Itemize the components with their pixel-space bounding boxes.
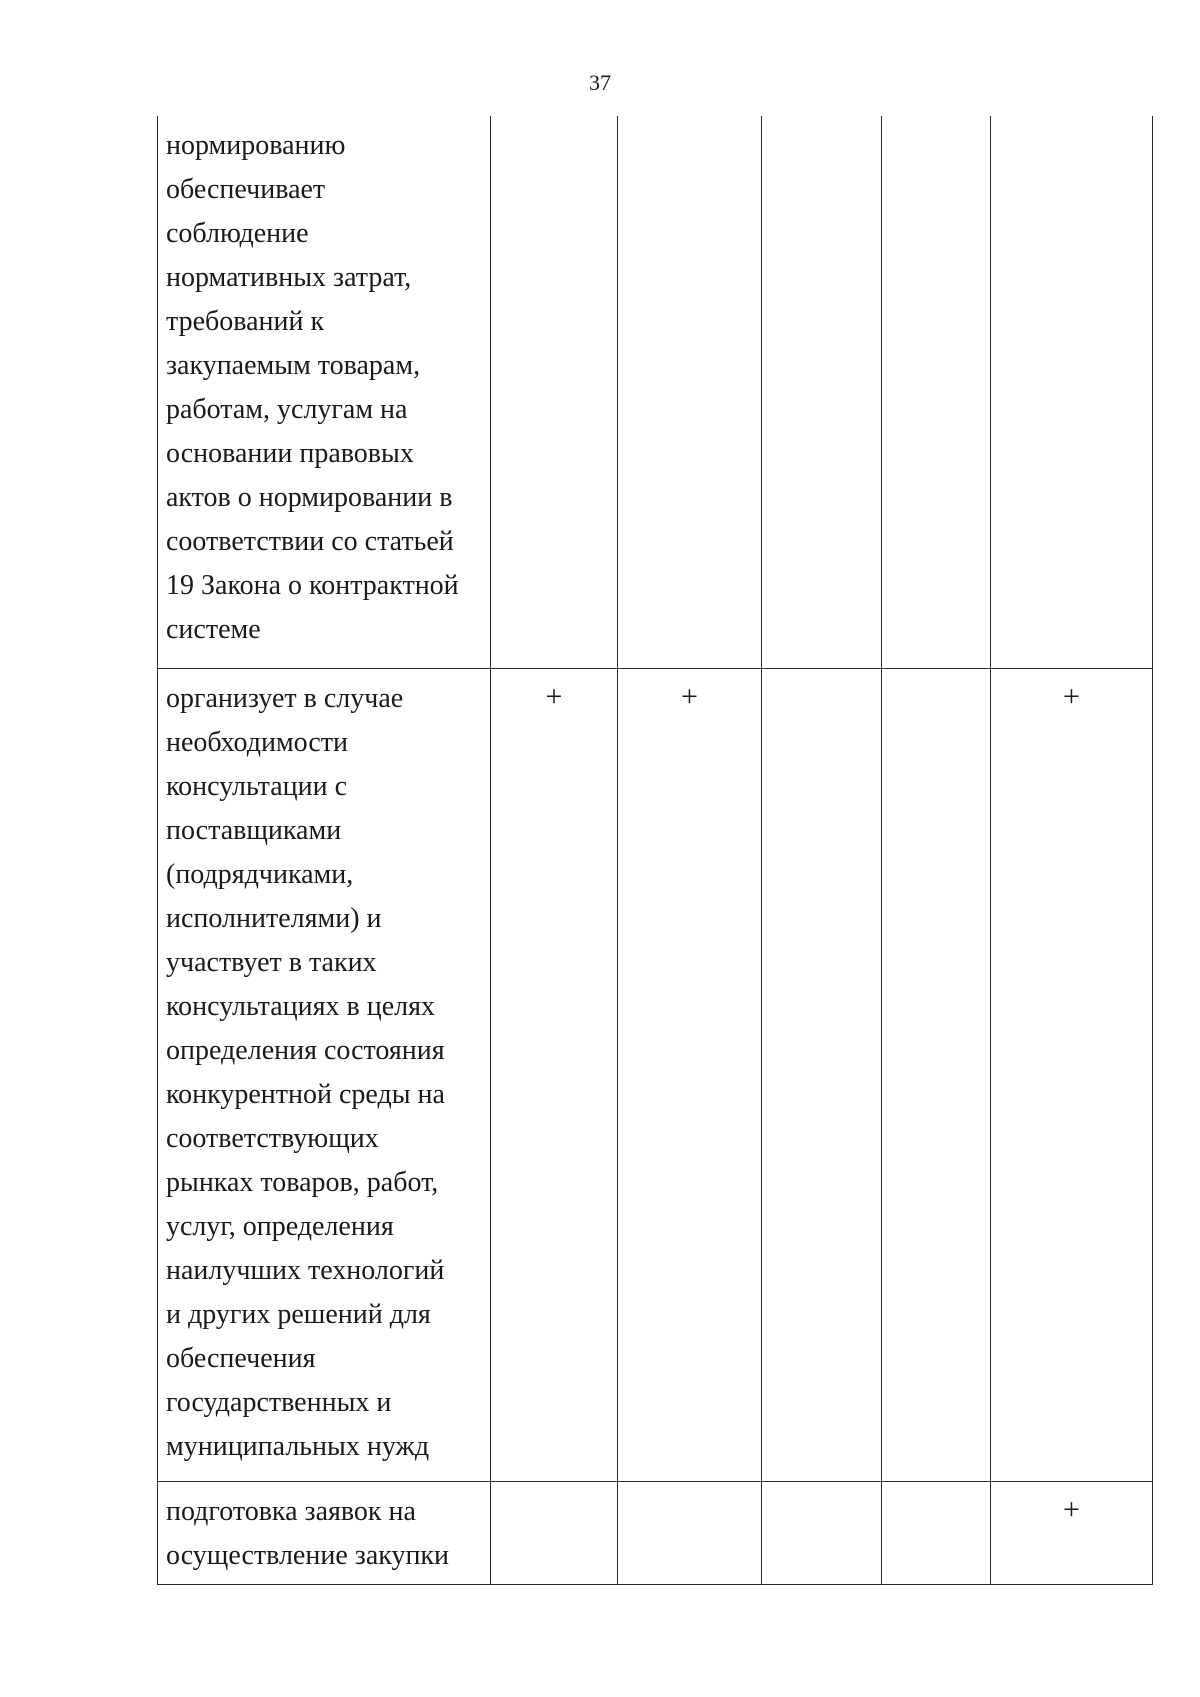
mark-cell	[491, 116, 618, 669]
responsibility-table	[157, 116, 1153, 1585]
mark-cell: +	[618, 669, 762, 1482]
mark-cell: +	[991, 1482, 1153, 1585]
mark-cell: +	[491, 669, 618, 1482]
row-description	[158, 116, 491, 669]
mark-cell	[762, 116, 882, 669]
table-row	[158, 116, 1153, 669]
mark-cell	[491, 1482, 618, 1585]
mark-cell: +	[991, 669, 1153, 1482]
mark-cell	[762, 669, 882, 1482]
row-description	[158, 669, 491, 1482]
mark-cell	[762, 1482, 882, 1585]
row-description-text: подготовка заявок на осуществление закупки	[166, 1496, 450, 1571]
mark-cell	[618, 1482, 762, 1585]
row-description	[158, 1482, 491, 1585]
mark-cell	[882, 669, 991, 1482]
table-row	[158, 1482, 1153, 1585]
mark-cell	[882, 1482, 991, 1585]
table-row	[158, 669, 1153, 1482]
row-description-text: организует в случае необходимости консультации с поставщиками (подрядчиками, исполнителями) и участвует в таких консультациях в целях определения состояния конкурентной среды на соответствующих рынках товаров, работ, услуг, определения наилучших технологий и других решений для обеспечения государственных и муниципальных нужд	[166, 683, 445, 1462]
mark-cell	[618, 116, 762, 669]
mark-cell	[991, 116, 1153, 669]
mark-cell	[882, 116, 991, 669]
row-description-text: нормированию обеспечивает соблюдение нормативных затрат, требований к закупаемым товарам, работам, услугам на основании правовых актов о нормировании в соответствии со статьей 19 Закона о контрактной системе	[166, 130, 459, 645]
page-number: 37	[589, 70, 611, 95]
